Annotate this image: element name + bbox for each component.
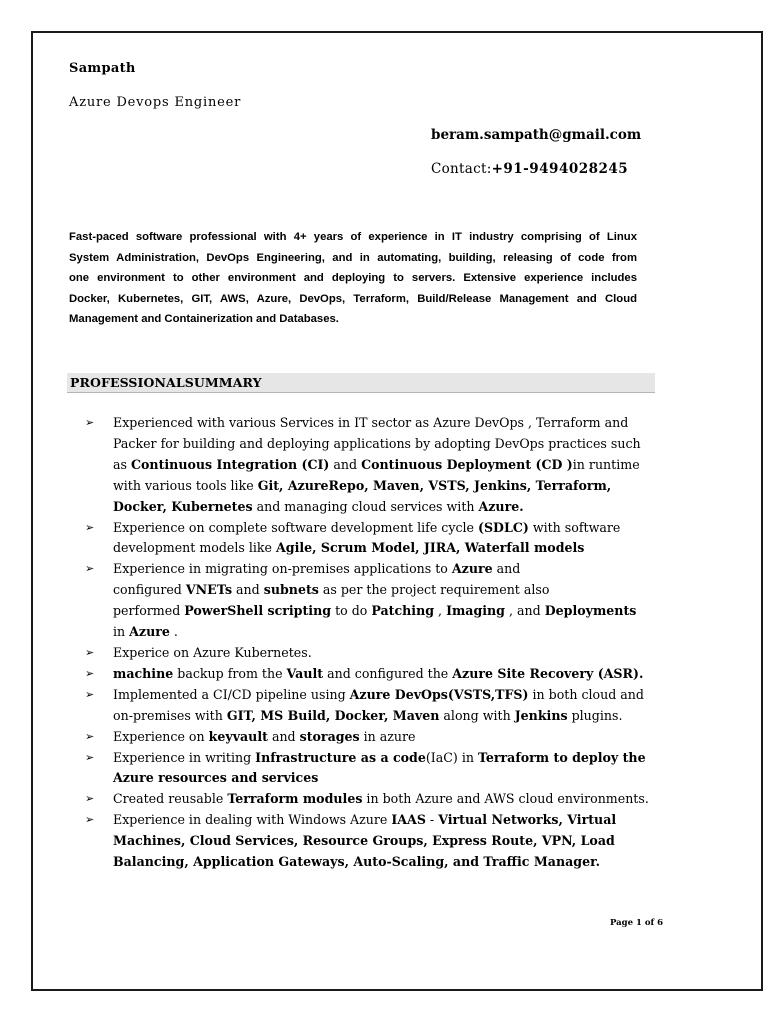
text-segment: Experience in writing xyxy=(113,749,256,765)
bold-term: subnets xyxy=(263,582,319,598)
text-segment: with software xyxy=(528,519,621,535)
text-line xyxy=(113,538,675,559)
email-address[interactable] xyxy=(431,127,641,143)
bullet-arrow-icon: ➢ xyxy=(85,750,95,764)
bold-term: Virtual Networks, Virtual xyxy=(438,812,617,828)
bold-term: Machines, Cloud Services, Resource Groups, Express Route, VPN, Load xyxy=(113,833,615,849)
text-line: Experienced with various Services in IT sector as Azure DevOps , Terraform and xyxy=(113,415,629,430)
list-item xyxy=(85,413,675,518)
intro-line: one environment to other environment and deploying to servers. Extensive experience includes xyxy=(69,272,637,285)
page-number: Page 1 of 6 xyxy=(610,918,664,928)
text-segment: configured xyxy=(113,582,186,598)
bold-term: Balancing, Application Gateways, Auto-Scaling, and Traffic Manager. xyxy=(113,854,600,870)
bold-term: Terraform modules xyxy=(227,791,363,807)
bold-term: Agile, Scrum Model, JIRA, Waterfall models xyxy=(276,540,585,556)
section-header-bar xyxy=(67,373,655,393)
text-segment: as per the project requirement also xyxy=(318,582,550,598)
list-item xyxy=(85,727,675,748)
text-segment: . xyxy=(169,624,178,640)
text-segment: with various tools like xyxy=(113,477,258,493)
text-line xyxy=(113,476,675,497)
contact-label: Contact: xyxy=(431,161,492,177)
bold-term: GIT, MS Build, Docker, Maven xyxy=(226,707,440,723)
text-line xyxy=(113,748,675,769)
text-segment: and xyxy=(267,728,300,744)
bold-term: (SDLC) xyxy=(478,519,529,535)
bold-term: Deployments xyxy=(544,603,637,619)
bold-term: Vault xyxy=(286,665,324,681)
text-segment: on-premises with xyxy=(113,707,227,723)
bold-term: Git, AzureRepo, Maven, VSTS, Jenkins, Terraform, xyxy=(257,477,612,493)
bold-term: VNETs xyxy=(185,582,233,598)
text-segment: performed xyxy=(113,603,185,619)
list-item xyxy=(85,748,675,790)
text-segment: and xyxy=(232,582,264,598)
bold-term: Terraform to deploy the xyxy=(477,749,646,765)
text-line xyxy=(113,518,675,539)
bullet-arrow-icon: ➢ xyxy=(85,813,95,827)
list-item xyxy=(85,685,675,727)
list-item xyxy=(85,643,675,664)
bold-term: Infrastructure as a code xyxy=(255,749,426,765)
bold-term: IAAS xyxy=(391,812,426,828)
text-segment: along with xyxy=(439,707,515,723)
bold-term: Azure xyxy=(129,624,170,640)
text-line xyxy=(113,706,675,727)
text-line xyxy=(113,559,675,580)
text-segment: Experience on xyxy=(113,728,209,744)
text-line xyxy=(113,622,675,643)
bold-term: PowerShell scripting xyxy=(184,603,332,619)
text-line: Experice on Azure Kubernetes. xyxy=(113,644,312,660)
text-segment: in runtime xyxy=(572,456,640,472)
bullet-arrow-icon: ➢ xyxy=(85,645,95,659)
text-segment: to do xyxy=(331,603,372,619)
bold-term: machine xyxy=(113,665,174,681)
text-segment: (IaC) in xyxy=(425,749,478,765)
text-segment: backup from the xyxy=(173,665,287,681)
text-line xyxy=(113,685,675,706)
bold-term: Docker, Kubernetes xyxy=(113,498,253,514)
contact-info xyxy=(431,161,628,177)
text-line xyxy=(113,810,675,831)
list-item xyxy=(85,810,675,873)
text-segment: as xyxy=(113,456,131,472)
intro-line: Fast-paced software professional with 4+ years of experience in IT industry comprising of Linux xyxy=(69,231,637,243)
text-line: Packer for building and deploying applications by adopting DevOps practices such xyxy=(113,435,641,451)
bold-term: Azure. xyxy=(478,498,524,514)
bullet-arrow-icon: ➢ xyxy=(85,729,95,743)
intro-line: Docker, Kubernetes, GIT, AWS, Azure, DevOps, Terraform, Build/Release Management and Cloud xyxy=(69,292,637,305)
job-title: Azure Devops Engineer xyxy=(69,95,242,110)
bold-term: Continuous Integration (CI) xyxy=(130,456,330,472)
intro-line: Management and Containerization and Databases. xyxy=(69,313,339,326)
bold-term: Azure DevOps(VSTS,TFS) xyxy=(349,686,529,702)
intro-line: System Administration, DevOps Engineering, and in automating, building, releasing of code from xyxy=(69,251,637,264)
list-item xyxy=(85,559,675,643)
text-segment: Implemented a CI/CD pipeline using xyxy=(113,686,350,702)
bold-term: keyvault xyxy=(208,728,268,744)
text-segment: and managing cloud services with xyxy=(252,498,479,514)
text-line xyxy=(113,664,675,685)
text-segment: - xyxy=(425,812,439,828)
text-segment: in both cloud and xyxy=(528,686,644,702)
text-segment: in xyxy=(113,624,130,640)
bullet-arrow-icon: ➢ xyxy=(85,666,95,680)
section-title: PROFESSIONALSUMMARY xyxy=(70,375,262,390)
bold-term: Imaging xyxy=(446,603,505,619)
summary-list xyxy=(85,413,675,873)
bold-term: Patching xyxy=(371,603,435,619)
text-segment: , and xyxy=(505,603,545,619)
intro-paragraph xyxy=(69,227,637,330)
text-line xyxy=(113,727,675,748)
text-segment: and xyxy=(329,456,362,472)
email-username: beram.sampath@gmail.com xyxy=(431,127,642,143)
text-segment: plugins. xyxy=(567,707,623,723)
bold-term: Jenkins xyxy=(514,707,568,723)
text-line xyxy=(113,580,675,601)
text-line xyxy=(113,831,675,852)
text-segment: in azure xyxy=(359,728,416,744)
bullet-arrow-icon: ➢ xyxy=(85,792,95,806)
text-segment: development models like xyxy=(113,540,276,556)
text-segment: and xyxy=(492,561,521,577)
bold-term: Azure resources and services xyxy=(113,770,319,786)
bullet-arrow-icon: ➢ xyxy=(85,687,95,701)
text-line xyxy=(113,852,675,873)
list-item xyxy=(85,789,675,810)
bold-term: Azure Site Recovery (ASR). xyxy=(452,665,644,681)
candidate-name: Sampath xyxy=(69,61,136,76)
resume-page xyxy=(31,31,763,991)
text-segment: Experience in migrating on-premises applications to xyxy=(113,561,452,577)
bullet-arrow-icon: ➢ xyxy=(85,520,95,534)
text-segment: Experience in dealing with Windows Azure xyxy=(113,812,392,828)
text-line xyxy=(113,768,675,789)
text-segment: in both Azure and AWS cloud environments. xyxy=(362,791,649,807)
text-segment: , xyxy=(434,603,447,619)
text-segment: Created reusable xyxy=(113,791,228,807)
bullet-arrow-icon: ➢ xyxy=(85,416,95,429)
bold-term: Azure xyxy=(451,561,493,577)
text-segment: and configured the xyxy=(323,665,453,681)
bullet-arrow-icon: ➢ xyxy=(85,562,95,576)
bold-term: Continuous Deployment (CD ) xyxy=(361,456,573,472)
list-item xyxy=(85,664,675,685)
text-line xyxy=(113,497,675,518)
text-line xyxy=(113,455,675,476)
contact-phone: +91-9494028245 xyxy=(491,161,629,177)
text-line xyxy=(113,601,675,622)
text-line xyxy=(113,789,675,810)
list-item xyxy=(85,518,675,560)
bold-term: storages xyxy=(299,728,360,744)
text-segment: Experience on complete software development life cycle xyxy=(113,519,478,535)
